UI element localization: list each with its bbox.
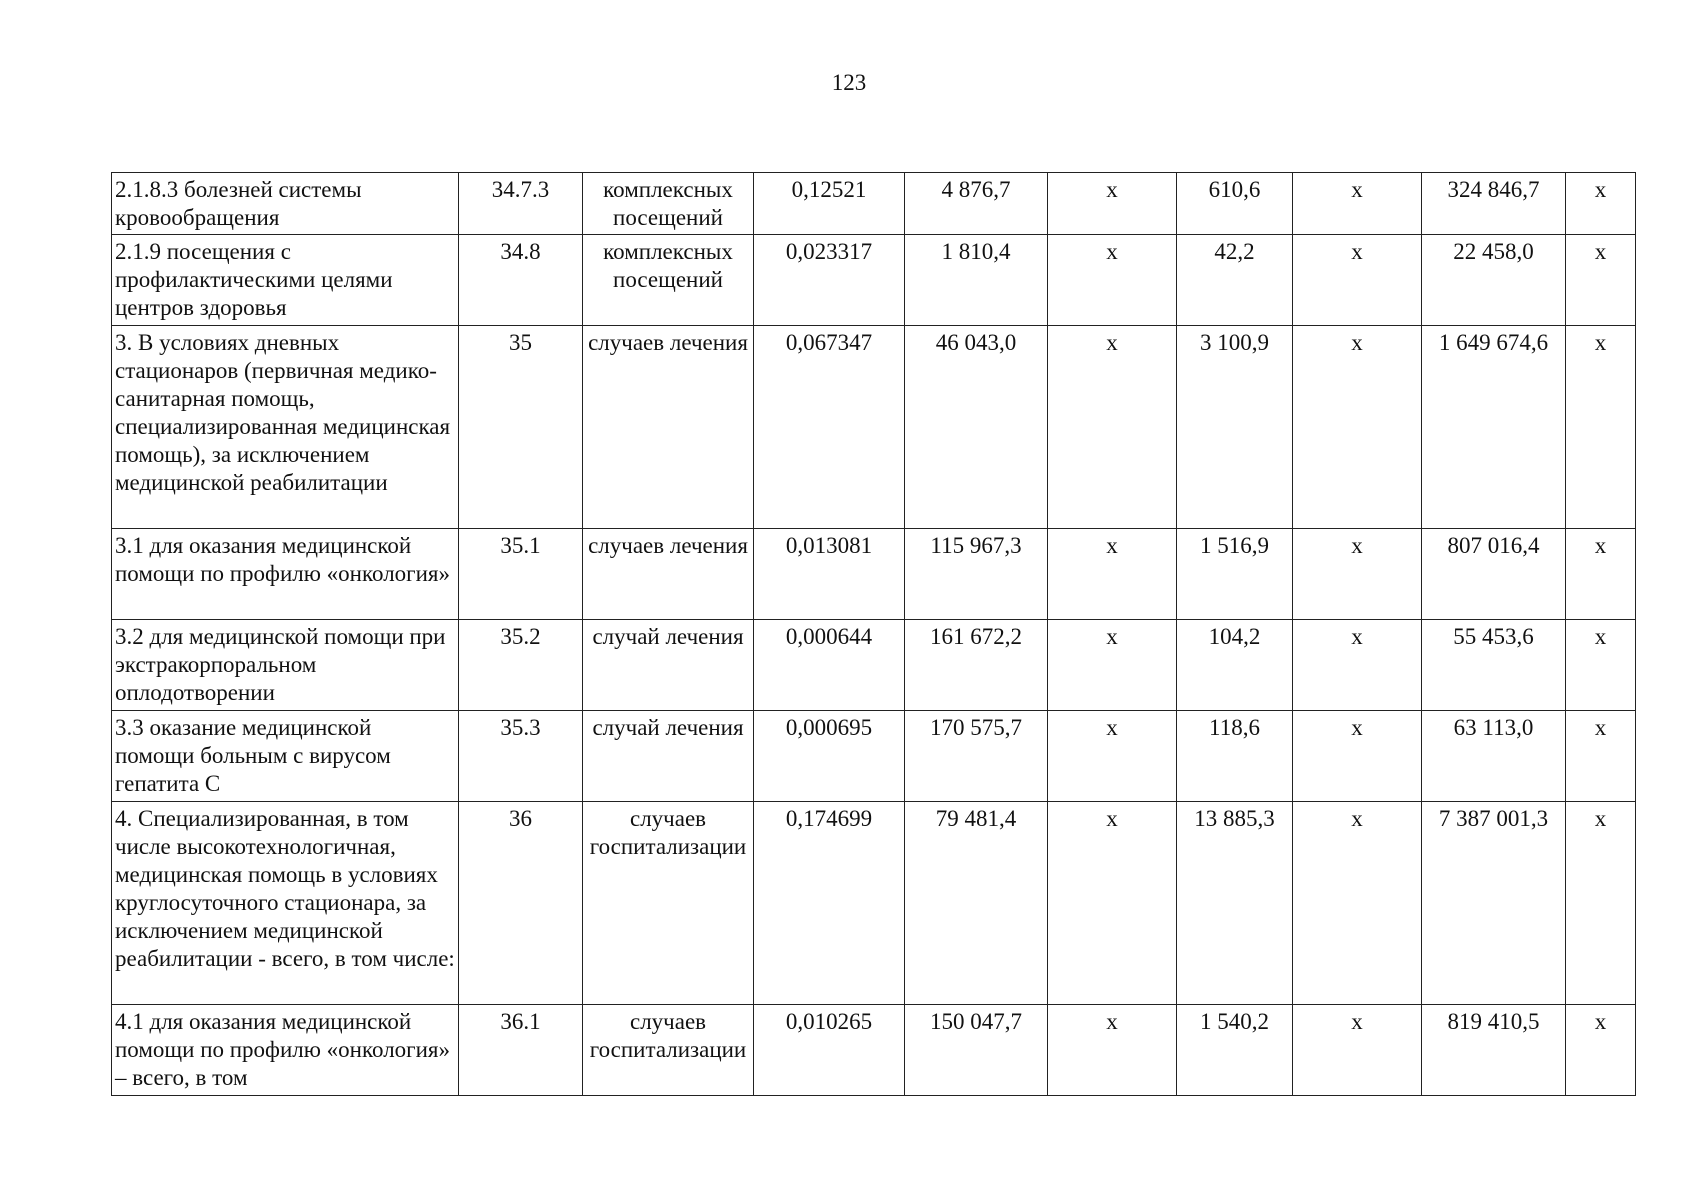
table-row <box>112 1005 1636 1096</box>
row-col6: х <box>1048 173 1177 235</box>
table-row <box>112 529 1636 620</box>
row-name: 4. Специализированная, в том числе высокотехнологичная, медицинская помощь в условиях круглосуточного стационара, за исключением медицинской реабилитации - всего, в том числе: <box>112 802 459 1005</box>
row-col7: 104,2 <box>1177 620 1293 711</box>
row-name: 3.3 оказание медицинской помощи больным с вирусом гепатита С <box>112 711 459 802</box>
row-code: 34.8 <box>459 235 583 326</box>
row-code: 35.1 <box>459 529 583 620</box>
row-col10: х <box>1566 173 1636 235</box>
row-norm: 0,023317 <box>754 235 905 326</box>
row-col6: х <box>1048 326 1177 529</box>
row-norm: 0,067347 <box>754 326 905 529</box>
row-col9: 324 846,7 <box>1422 173 1566 235</box>
row-cost: 46 043,0 <box>905 326 1048 529</box>
row-col10: х <box>1566 1005 1636 1096</box>
row-cost: 170 575,7 <box>905 711 1048 802</box>
row-col8: х <box>1293 1005 1422 1096</box>
row-unit: случаев госпитализации <box>583 802 754 1005</box>
row-code: 35.2 <box>459 620 583 711</box>
row-col8: х <box>1293 802 1422 1005</box>
row-unit: случай лечения <box>583 711 754 802</box>
row-col10: х <box>1566 802 1636 1005</box>
row-cost: 115 967,3 <box>905 529 1048 620</box>
row-unit: случаев лечения <box>583 529 754 620</box>
row-col7: 1 540,2 <box>1177 1005 1293 1096</box>
page-number: 123 <box>831 70 867 95</box>
row-col6: х <box>1048 529 1177 620</box>
row-unit: случаев лечения <box>583 326 754 529</box>
row-norm: 0,013081 <box>754 529 905 620</box>
row-col9: 7 387 001,3 <box>1422 802 1566 1005</box>
row-cost: 4 876,7 <box>905 173 1048 235</box>
row-unit: случаев госпитализации <box>583 1005 754 1096</box>
row-name: 3. В условиях дневных стационаров (первичная медико-санитарная помощь, специализированная медицинская помощь), за исключением медицинской реабилитации <box>112 326 459 529</box>
row-name: 2.1.8.3 болезней системы кровообращения <box>112 173 459 235</box>
row-cost: 1 810,4 <box>905 235 1048 326</box>
row-unit: случай лечения <box>583 620 754 711</box>
row-col8: х <box>1293 326 1422 529</box>
row-col9: 22 458,0 <box>1422 235 1566 326</box>
row-col10: х <box>1566 326 1636 529</box>
row-col8: х <box>1293 711 1422 802</box>
row-norm: 0,000695 <box>754 711 905 802</box>
row-code: 36 <box>459 802 583 1005</box>
row-code: 36.1 <box>459 1005 583 1096</box>
row-name: 4.1 для оказания медицинской помощи по профилю «онкология» – всего, в том <box>112 1005 459 1096</box>
row-norm: 0,010265 <box>754 1005 905 1096</box>
row-col9: 63 113,0 <box>1422 711 1566 802</box>
row-col8: х <box>1293 620 1422 711</box>
row-code: 34.7.3 <box>459 173 583 235</box>
table-row <box>112 620 1636 711</box>
row-col9: 1 649 674,6 <box>1422 326 1566 529</box>
row-col6: х <box>1048 802 1177 1005</box>
table-row <box>112 173 1636 235</box>
table-row <box>112 802 1636 1005</box>
row-unit: комплексных посещений <box>583 235 754 326</box>
row-norm: 0,000644 <box>754 620 905 711</box>
row-col10: х <box>1566 235 1636 326</box>
row-col7: 118,6 <box>1177 711 1293 802</box>
row-col7: 1 516,9 <box>1177 529 1293 620</box>
row-unit: комплексных посещений <box>583 173 754 235</box>
row-col6: х <box>1048 235 1177 326</box>
row-name: 3.1 для оказания медицинской помощи по профилю «онкология» <box>112 529 459 620</box>
row-col6: х <box>1048 711 1177 802</box>
row-col10: х <box>1566 620 1636 711</box>
row-col7: 13 885,3 <box>1177 802 1293 1005</box>
row-col10: х <box>1566 711 1636 802</box>
row-col7: 3 100,9 <box>1177 326 1293 529</box>
row-col8: х <box>1293 235 1422 326</box>
row-name: 2.1.9 посещения с профилактическими целями центров здоровья <box>112 235 459 326</box>
row-code: 35.3 <box>459 711 583 802</box>
row-cost: 150 047,7 <box>905 1005 1048 1096</box>
row-col10: х <box>1566 529 1636 620</box>
row-col6: х <box>1048 620 1177 711</box>
table-row <box>112 711 1636 802</box>
financing-table <box>111 172 1636 1096</box>
row-col6: х <box>1048 1005 1177 1096</box>
row-col8: х <box>1293 529 1422 620</box>
table-row <box>112 235 1636 326</box>
row-cost: 79 481,4 <box>905 802 1048 1005</box>
row-col7: 42,2 <box>1177 235 1293 326</box>
row-col9: 807 016,4 <box>1422 529 1566 620</box>
row-col9: 819 410,5 <box>1422 1005 1566 1096</box>
row-name: 3.2 для медицинской помощи при экстракорпоральном оплодотворении <box>112 620 459 711</box>
row-norm: 0,174699 <box>754 802 905 1005</box>
row-cost: 161 672,2 <box>905 620 1048 711</box>
row-col8: х <box>1293 173 1422 235</box>
row-col9: 55 453,6 <box>1422 620 1566 711</box>
row-norm: 0,12521 <box>754 173 905 235</box>
table-row <box>112 326 1636 529</box>
row-col7: 610,6 <box>1177 173 1293 235</box>
row-code: 35 <box>459 326 583 529</box>
